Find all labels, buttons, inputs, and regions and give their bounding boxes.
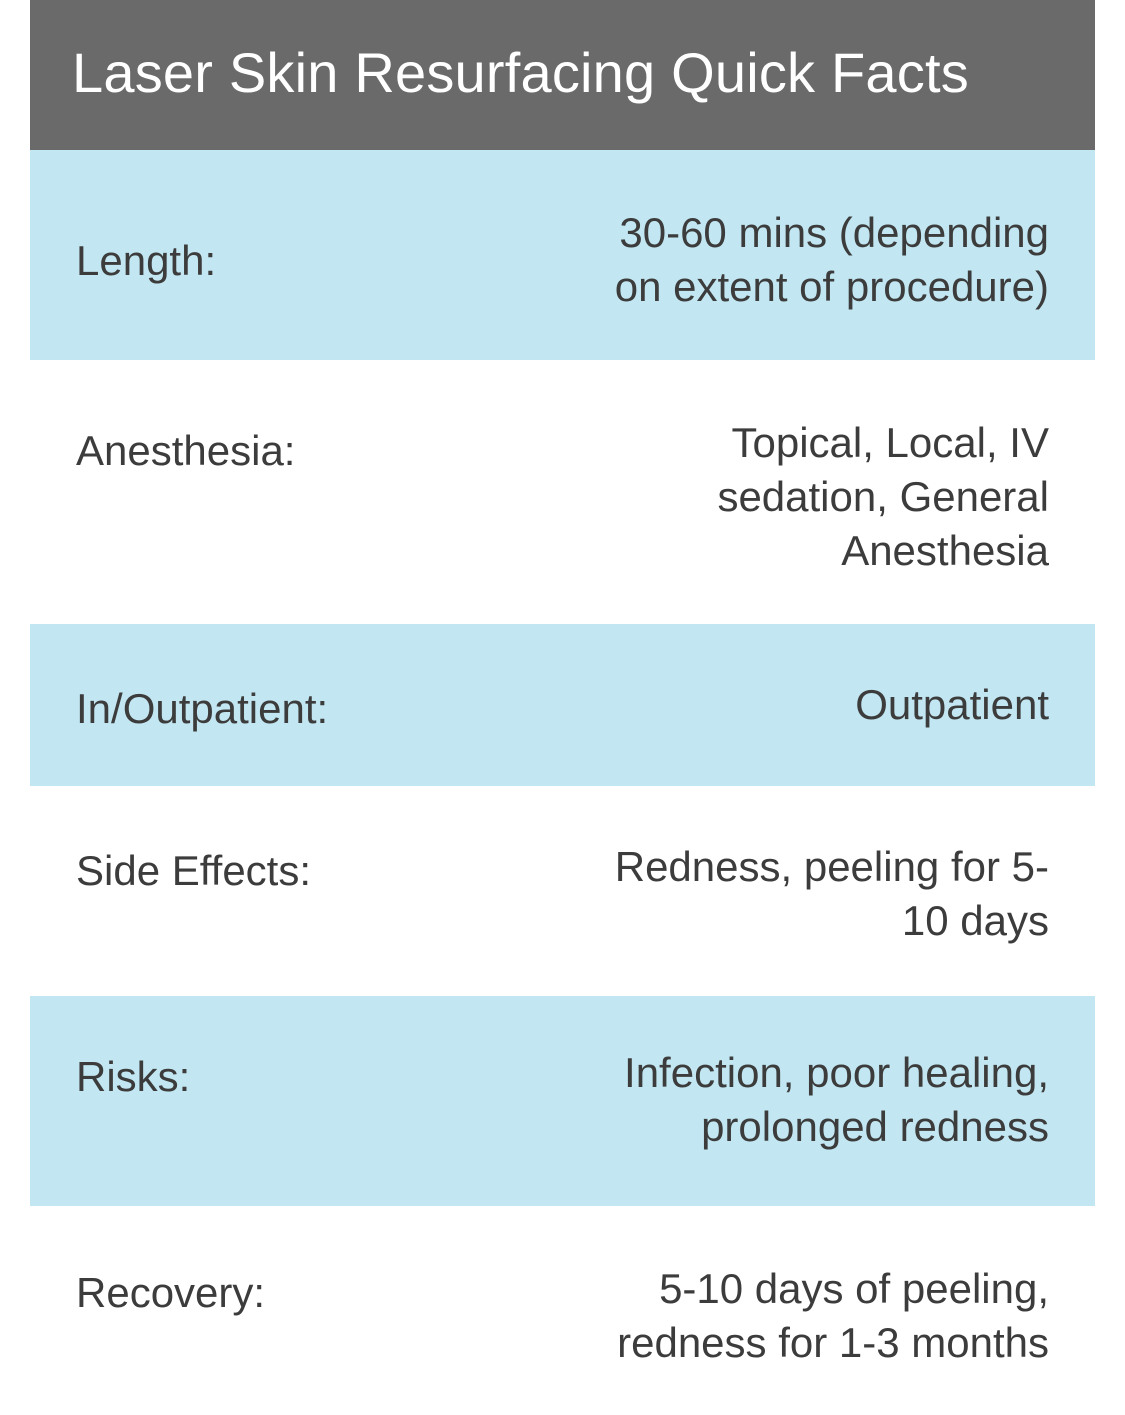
fact-value-line: 10 days	[901, 897, 1049, 944]
fact-value-line: on extent of procedure)	[614, 263, 1049, 310]
fact-row-risks	[30, 996, 1095, 1206]
fact-value-anesthesia	[717, 416, 1049, 578]
fact-value-line: Outpatient	[855, 681, 1049, 728]
fact-value-line: Redness, peeling for 5-	[614, 843, 1049, 890]
fact-label-recovery: Recovery:	[76, 1269, 266, 1316]
fact-value-line: Anesthesia	[841, 527, 1049, 574]
fact-row-patient-type	[30, 624, 1095, 786]
fact-value-line: redness for 1-3 months	[617, 1319, 1049, 1366]
fact-value-line: 30-60 mins (depending	[619, 209, 1049, 256]
fact-label-patient-type: In/Outpatient:	[76, 685, 329, 732]
fact-label-anesthesia: Anesthesia:	[76, 427, 296, 474]
fact-label-risks: Risks:	[76, 1053, 191, 1100]
fact-value-risks	[624, 1046, 1049, 1154]
fact-row-recovery	[30, 1206, 1095, 1414]
fact-value-recovery	[617, 1262, 1049, 1370]
card-header	[30, 0, 1095, 150]
fact-label-side-effects: Side Effects:	[76, 847, 312, 894]
page-title: Laser Skin Resurfacing Quick Facts	[72, 41, 969, 104]
fact-value-length	[615, 206, 1049, 314]
fact-row-anesthesia	[30, 360, 1095, 624]
fact-label-length: Length:	[76, 237, 217, 284]
fact-value-side-effects	[615, 840, 1049, 948]
fact-value-line: Topical, Local, IV	[731, 419, 1049, 466]
quick-facts-card	[30, 0, 1095, 1414]
fact-value-patient-type	[855, 678, 1049, 732]
fact-value-line: Infection, poor healing,	[624, 1049, 1049, 1096]
fact-row-side-effects	[30, 786, 1095, 996]
fact-value-line: prolonged redness	[701, 1103, 1049, 1150]
fact-value-line: 5-10 days of peeling,	[659, 1265, 1049, 1312]
fact-row-length	[30, 150, 1095, 360]
fact-value-line: sedation, General	[717, 473, 1049, 520]
